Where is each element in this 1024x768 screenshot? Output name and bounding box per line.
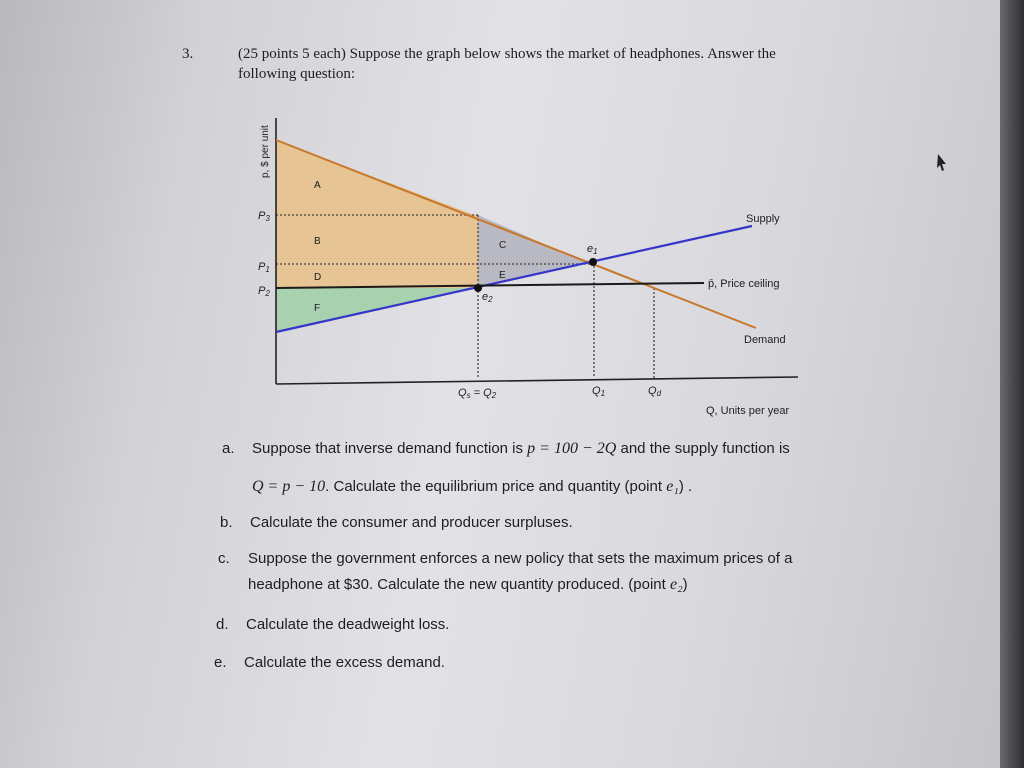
part-a-text3: . Calculate the equilibrium price and quantity (point	[325, 478, 667, 495]
part-c-point: e₂	[669, 576, 683, 593]
part-c-text: headphone at $30. Calculate the new quantity produced. (point	[248, 576, 670, 593]
demand-label: Demand	[744, 334, 786, 346]
tick-p1: P1	[258, 261, 270, 274]
part-b-letter: b.	[220, 514, 233, 531]
region-d-label: D	[314, 272, 322, 283]
price-ceiling-label: p̄, Price ceiling	[708, 278, 780, 290]
x-axis-label: Q, Units per year	[706, 405, 790, 417]
region-a-label: A	[314, 180, 321, 191]
tick-q1: Q1	[592, 385, 606, 398]
part-a-text4: ) .	[678, 478, 693, 495]
part-a-text2: and the supply function is	[616, 440, 790, 457]
tick-qd: Qd	[648, 385, 662, 398]
part-c-body	[248, 546, 792, 598]
question-prompt-line1: (25 points 5 each) Suppose the graph below shows the market of headphones. Answer the	[238, 46, 776, 62]
part-d-letter: d.	[216, 616, 229, 633]
tick-p3: P3	[258, 210, 270, 223]
region-bd-fill	[276, 215, 478, 288]
supply-label: Supply	[746, 213, 780, 225]
question-number: 3.	[182, 46, 194, 62]
part-a	[222, 436, 862, 495]
question-prompt-line2: following question:	[238, 66, 356, 82]
region-b-label: B	[314, 236, 321, 247]
point-e1-label: e1	[587, 243, 598, 256]
part-b-text: Calculate the consumer and producer surpluses.	[250, 514, 573, 531]
x-axis	[276, 377, 798, 384]
point-e2-label: e2	[482, 291, 493, 304]
part-d	[216, 612, 856, 638]
part-e	[214, 650, 854, 676]
part-a-letter: a.	[222, 440, 235, 457]
tick-p2: P2	[258, 285, 270, 298]
demand-equation: p = 100 − 2Q	[527, 440, 617, 457]
part-a-line1	[252, 436, 790, 462]
region-e-label: E	[499, 270, 506, 281]
part-c-letter: c.	[218, 550, 230, 567]
point-e2	[474, 284, 482, 292]
part-a-body	[252, 436, 790, 500]
part-c-line2	[248, 572, 792, 598]
cursor-icon	[937, 154, 946, 171]
region-c-label: C	[499, 240, 507, 251]
part-e-letter: e.	[214, 654, 227, 671]
part-a-text1: Suppose that inverse demand function is	[252, 440, 528, 457]
part-d-text: Calculate the deadweight loss.	[246, 616, 450, 633]
part-b	[220, 510, 860, 536]
part-e-text: Calculate the excess demand.	[244, 654, 445, 671]
part-c	[218, 546, 878, 598]
y-axis-label: p, $ per unit	[260, 125, 271, 178]
supply-equation: Q = p − 10	[252, 478, 326, 495]
point-e1	[589, 258, 597, 266]
part-a-point: e₁	[666, 478, 679, 495]
part-c-line1: Suppose the government enforces a new policy that sets the maximum prices of a	[248, 550, 793, 567]
part-a-line2	[252, 474, 790, 500]
tick-qs-q2: Qs = Q2	[458, 387, 497, 400]
region-f-label: F	[314, 303, 321, 314]
part-c-close: )	[682, 576, 688, 593]
